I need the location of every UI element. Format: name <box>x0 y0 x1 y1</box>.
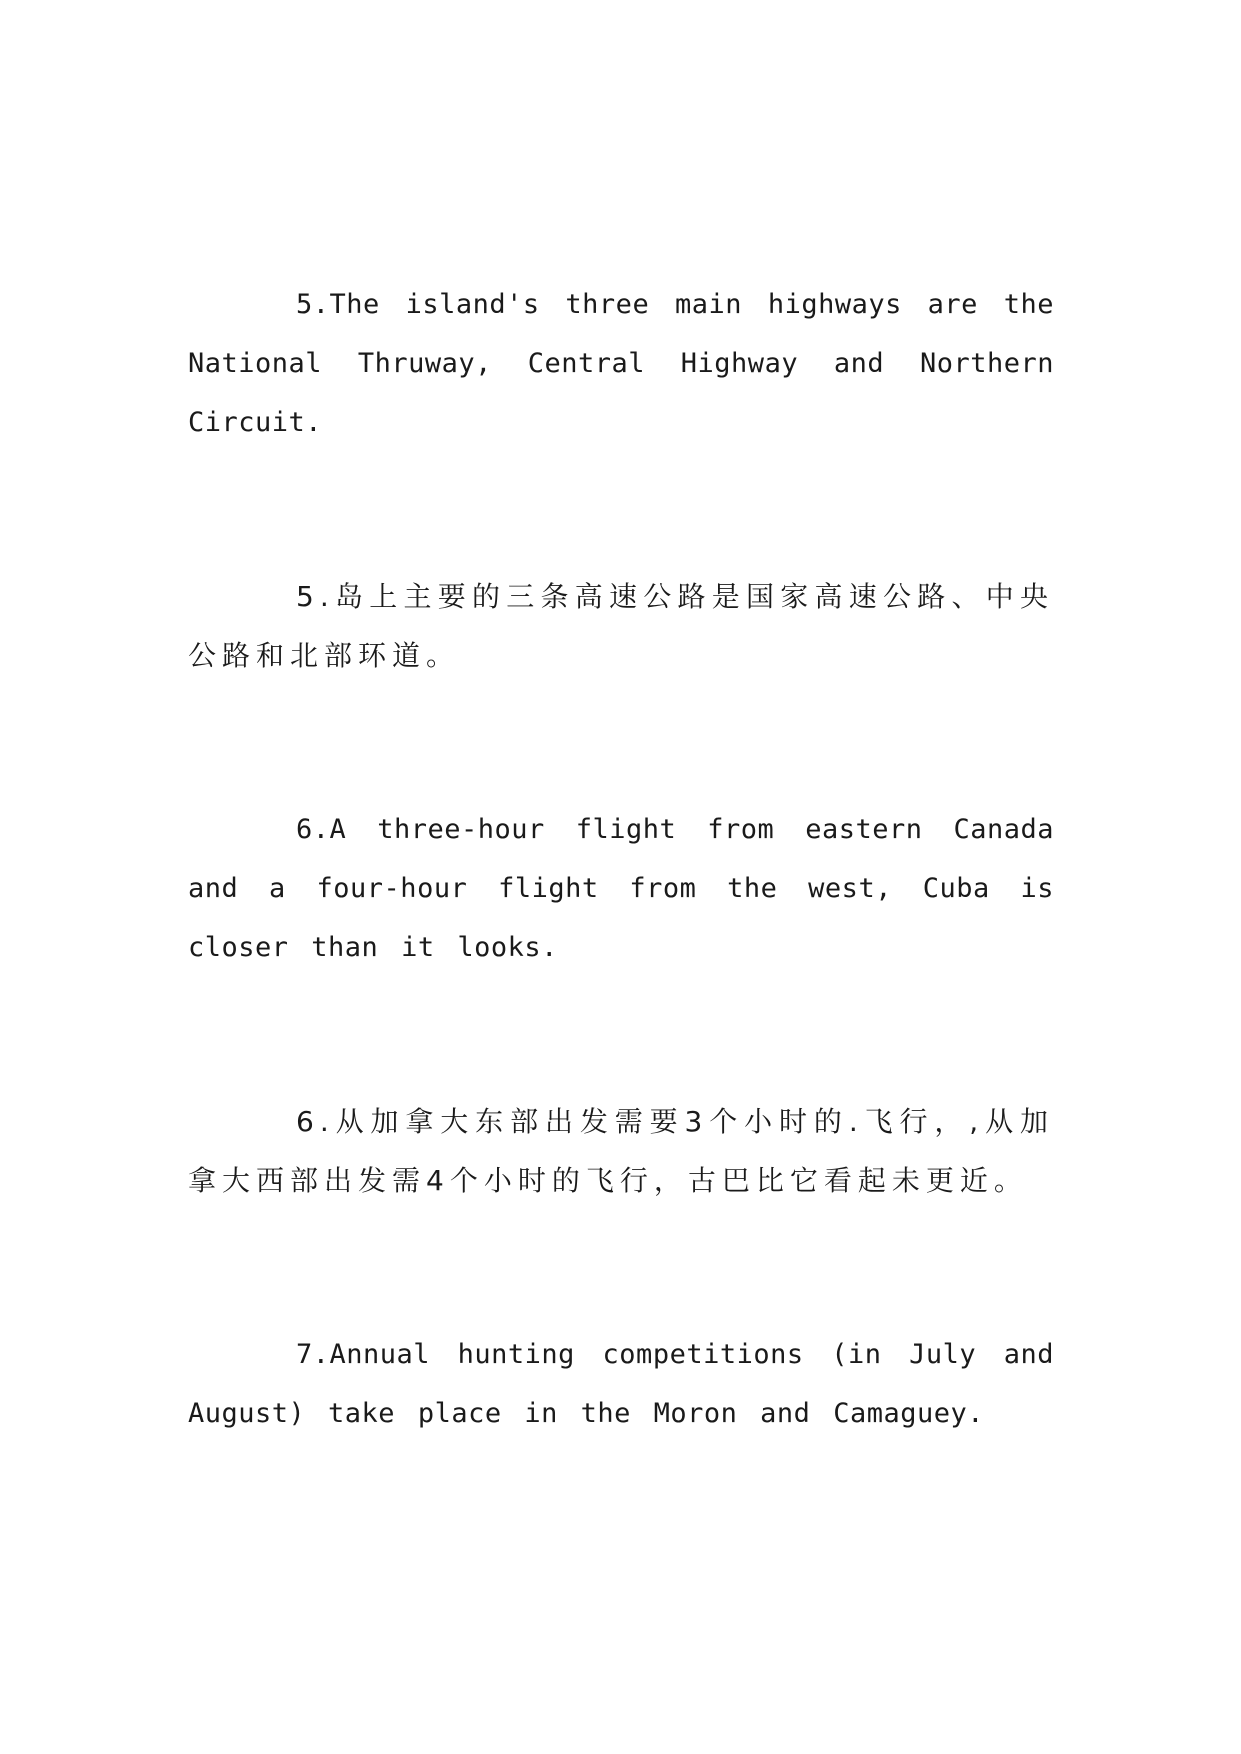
paragraph-english-6: 6.A three-hour flight from eastern Canada and a four-hour flight from the west, Cuba is closer than it looks. <box>188 814 1054 963</box>
paragraph-chinese-5: 5.岛上主要的三条高速公路是国家高速公路、中央公路和北部环道。 <box>188 580 1054 672</box>
paragraph-chinese-6: 6.从加拿大东部出发需要3个小时的.飞行，,从加拿大西部出发需4个小时的飞行，古巴比它看起未更近。 <box>188 1105 1054 1197</box>
paragraph-english-5: 5.The island's three main highways are the National Thruway, Central Highway and Northern Circuit. <box>188 289 1054 438</box>
paragraph-english-7: 7.Annual hunting competitions (in July and August) take place in the Moron and Camaguey. <box>188 1339 1054 1429</box>
